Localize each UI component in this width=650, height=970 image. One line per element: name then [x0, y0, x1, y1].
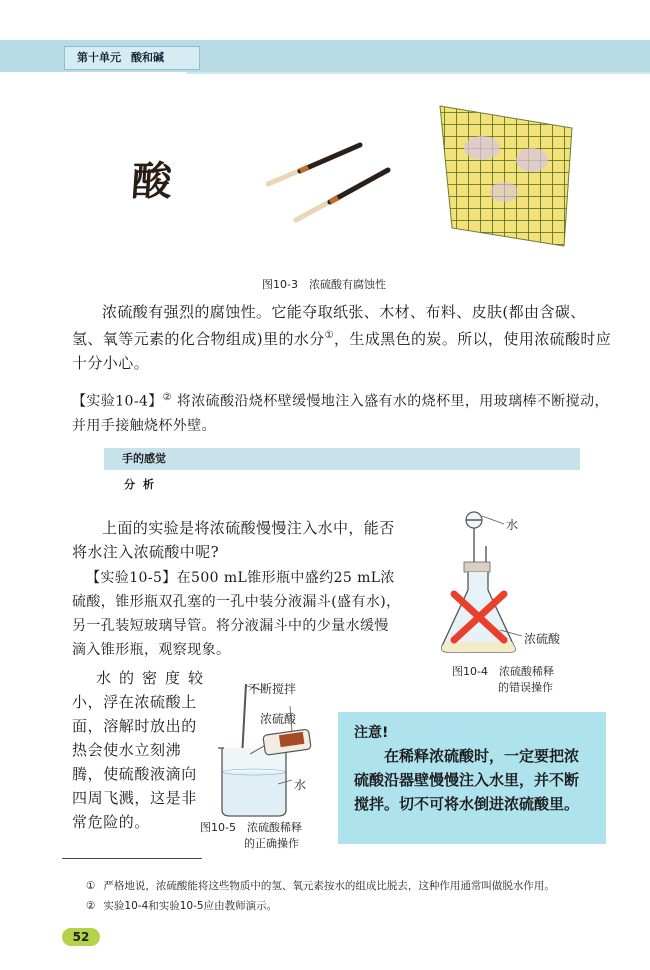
- experiment-10-5-tag: 【实验10-5】: [86, 570, 177, 586]
- danger-line: 水的密度较: [96, 669, 212, 687]
- footnote-1: [86, 878, 626, 893]
- corroded-cloth-illustration: [432, 100, 582, 250]
- unit-title: 酸和碱: [131, 51, 164, 64]
- paragraph-question: 上面的实验是将浓硫酸慢慢注入水中，能否将水注入浓硫酸中呢?: [72, 519, 395, 561]
- danger-line: 面，溶解时放出的: [72, 717, 197, 735]
- figure-10-4-caption: [452, 664, 554, 696]
- figure-10-5-caption-line-1: 图10-5 浓硫酸稀释: [200, 821, 302, 834]
- hand-feeling-band: 手的感觉: [104, 448, 580, 470]
- figure-10-3-caption: 图10-3 浓硫酸有腐蚀性: [262, 278, 386, 291]
- charred-sticks-illustration: [260, 140, 400, 230]
- footnote-divider: [62, 858, 202, 859]
- figure-10-5-stir-label: 不断搅拌: [248, 682, 297, 696]
- footnote-2: [86, 898, 626, 913]
- figure-10-4-acid-label: 浓硫酸: [524, 632, 561, 646]
- figure-10-4-water-label: 水: [506, 518, 519, 532]
- experiment-10-5: [72, 566, 402, 662]
- danger-line: 常危险的。: [72, 813, 151, 831]
- footnote-1-text: 严格地说，浓硫酸能将这些物质中的氢、氧元素按水的组成比脱去，这种作用通常叫做脱水作用。: [103, 880, 555, 892]
- paragraph-1-text-b: ，生成黑色的炭。所以，使用浓硫酸时应十分小心。: [72, 330, 612, 372]
- footnote-2-text: 实验10-4和实验10-5应由教师演示。: [103, 900, 278, 912]
- page-number: 52: [62, 928, 100, 946]
- figure-10-5-water-label: 水: [294, 778, 307, 792]
- notice-box: [338, 712, 606, 844]
- danger-line: 腾，使硫酸液滴向: [72, 765, 197, 783]
- footnote-1-mark: ①: [86, 880, 96, 892]
- experiment-10-5-text: 在500 mL锥形瓶中盛约25 mL浓硫酸，锥形瓶双孔塞的一孔中装分液漏斗(盛有水)，另一孔装短玻璃导管。将分液漏斗中的少量水缓慢滴入锥形瓶，观察现象。: [72, 570, 401, 658]
- experiment-10-4: [72, 386, 612, 438]
- experiment-10-4-tag: 【实验10-4】: [72, 393, 163, 410]
- danger-line: 热会使水立刻沸: [72, 741, 182, 759]
- figure-10-5-caption: [200, 820, 302, 852]
- figure-10-5-acid-label: 浓硫酸: [260, 712, 297, 726]
- experiment-10-4-text: 将浓硫酸沿烧杯壁缓慢地注入盛有水的烧杯里，用玻璃棒不断搅动，并用手接触烧杯外壁。: [72, 393, 609, 434]
- figure-10-4-caption-line-2: 的错误操作: [498, 681, 553, 694]
- footnote-2-mark: ②: [86, 900, 96, 912]
- figure-10-4-caption-line-1: 图10-4 浓硫酸稀释: [452, 665, 554, 678]
- figure-10-5-caption-line-2: 的正确操作: [244, 837, 299, 850]
- header-divider: [186, 72, 650, 74]
- paragraph-1-text-a: 浓硫酸有强烈的腐蚀性。它能夺取纸张、木材、布料、皮肤(都由含碳、氢、氧等元素的化合物组成)里的水分: [72, 303, 586, 348]
- danger-line: 小，浮在浓硫酸上: [72, 693, 197, 711]
- charred-glyph: 酸: [130, 158, 174, 205]
- unit-label: 第十单元: [77, 51, 121, 64]
- paragraph-corrosiveness: [72, 300, 612, 375]
- notice-body: 在稀释浓硫酸时，一定要把浓硫酸沿器壁慢慢注入水里，并不断搅拌。切不可将水倒进浓硫酸里。: [354, 747, 580, 813]
- analysis-label: 分析: [124, 478, 162, 491]
- footnote-mark-2: ②: [162, 392, 173, 403]
- notice-title: 注意!: [354, 725, 389, 741]
- correct-dilution-illustration: [200, 676, 332, 820]
- paragraph-danger: [72, 666, 212, 834]
- footnote-mark-1: ①: [324, 330, 335, 341]
- chapter-header: [64, 46, 200, 70]
- danger-line: 四周飞溅，这是非: [72, 789, 197, 807]
